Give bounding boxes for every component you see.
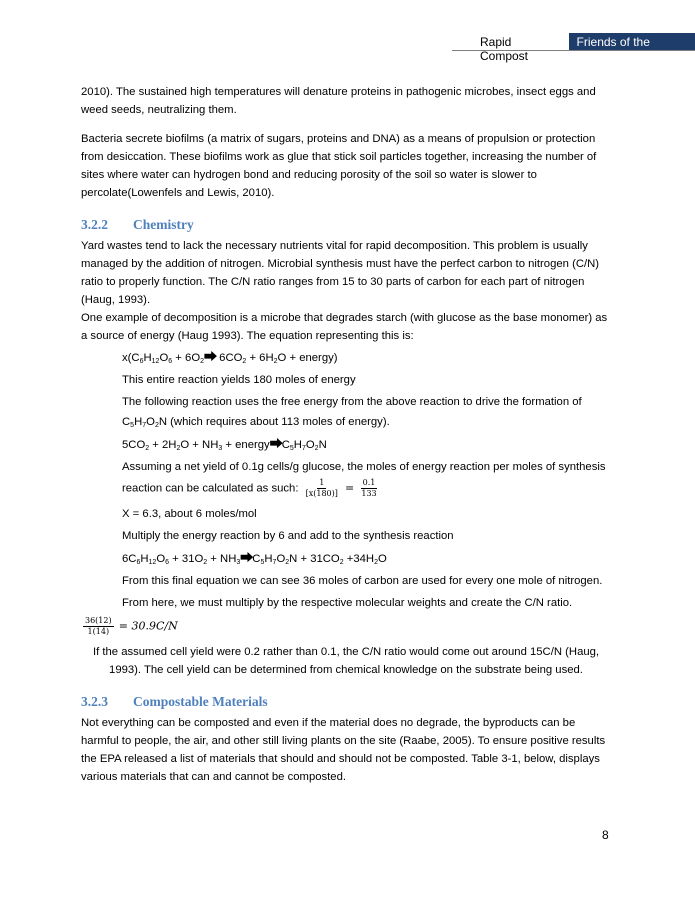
- equation-synthesis: $5CO_2 + 2H_2O + NH_3$ + $energy⮕C_5H_7O_2N$: [122, 436, 327, 452]
- equation-block: [122, 348, 611, 612]
- fraction-numerator: 36(12): [85, 616, 112, 625]
- page-body: [81, 83, 611, 786]
- line-multiply: Multiply the energy reaction by 6 and add to the synthesis reaction: [122, 530, 454, 542]
- paragraph-example: One example of decomposition is a microbe that degrades starch (with glucose as the base monomer) as a source of energy (Haug 1993). The equation representing this is:: [81, 312, 608, 342]
- paragraph-compostable: Not everything can be composted and even if the material does no degrade, the byproducts can be harmful to people, the air, and other still living plants on the site (Raabe, 2005). To ensure positive results the EPA released a list of materials that should and should not be composted. Table 3-1, below, displays various materials that can and cannot be composted.: [81, 717, 606, 783]
- section-heading-compostable: [81, 693, 611, 711]
- fraction-numerator: 1: [319, 478, 325, 487]
- section-title: Compostable Materials: [133, 694, 268, 709]
- section-title: Chemistry: [133, 217, 194, 232]
- fraction-denominator: 1(14): [87, 627, 110, 636]
- line-assume: Assuming a net yield of 0.1g cells/g glucose, the moles of energy reaction per moles of synthesis: [122, 461, 606, 473]
- line-yield: This entire reaction yields 180 moles of energy: [122, 374, 356, 386]
- fraction-energy: [304, 478, 340, 499]
- section-number: 3.2.3: [81, 694, 108, 709]
- paragraph-nutrients: Yard wastes tend to lack the necessary nutrients vital for rapid decomposition. This problem is usually managed by the addition of nitrogen. Microbial synthesis must have the perfect carbon to nitrogen (C/N) ratio to properly function. The C/N ratio ranges from 15 to 30 parts of carbon for each part of nitrogen (Haug, 1993).: [81, 240, 600, 306]
- line-from-here: From here, we must multiply by the respective molecular weights and create the C/N ratio.: [122, 597, 573, 609]
- fraction-denominator: 133: [361, 489, 377, 498]
- equation-combined: $6C_6H_{12}O_6 + 31O_2$ + $NH_3⮕C_5H_7O_2N + 31CO_2 +34H_2O$: [122, 550, 387, 566]
- paragraph-cell-yield: If the assumed cell yield were 0.2 rather than 0.1, the C/N ratio would come out around 15C/N (Haug, 1993). The cell yield can be determined from chemical knowledge on the substrate being used.: [92, 646, 600, 676]
- line-following-formula: $C_5H_7O_2N$ (which requires about 113 moles of energy).: [122, 416, 390, 429]
- line-x-value: X = 6.3, about 6 moles/mol: [122, 508, 257, 520]
- header-title: Rapid Compost: [480, 35, 529, 63]
- header-org-badge: Friends of the Dunes: [569, 33, 695, 50]
- page-number: 8: [602, 828, 609, 842]
- arrow-icon: ⮕: [240, 550, 253, 565]
- equals-sign: =: [345, 481, 355, 495]
- equation-glucose-oxidation: $x(C_6H_{12}O_6$ + $6O_2⮕$ $6CO_2 + 6H_2O$ + energy): [122, 349, 338, 365]
- fraction-denominator: [x(180)]: [305, 489, 338, 498]
- line-assume-fraction: [122, 478, 611, 499]
- section-number: 3.2.2: [81, 217, 108, 232]
- ratio-value: = 30.9C/N: [118, 619, 178, 633]
- paragraph-biofilms: Bacteria secrete biofilms (a matrix of sugars, proteins and DNA) as a means of propulsion or protection from desiccation. These biofilms work as glue that stick soil particles together, increasing the number of sites where water can hydrogen bond and reducing porosity of the soil so water is slower to percolate(Lowenfels and Lewis, 2010).: [81, 133, 597, 199]
- fraction-yield: [359, 478, 378, 499]
- section-heading-chemistry: [81, 216, 611, 234]
- arrow-icon: ⮕: [269, 436, 282, 451]
- paragraph-continuation: 2010). The sustained high temperatures will denature proteins in pathogenic microbes, insect eggs and weed seeds, neutralizing them.: [81, 86, 596, 116]
- fraction-numerator: 0.1: [362, 478, 376, 487]
- line-final-equation: From this final equation we can see 36 moles of carbon are used for every one mole of nitrogen.: [122, 575, 603, 587]
- arrow-icon: ⮕: [204, 349, 217, 364]
- running-header: [452, 33, 695, 63]
- fraction-cn: [83, 616, 114, 637]
- line-assume-text: reaction can be calculated as such:: [122, 482, 299, 495]
- ratio-result: [81, 616, 611, 637]
- line-following: The following reaction uses the free energy from the above reaction to drive the formation of: [122, 396, 582, 408]
